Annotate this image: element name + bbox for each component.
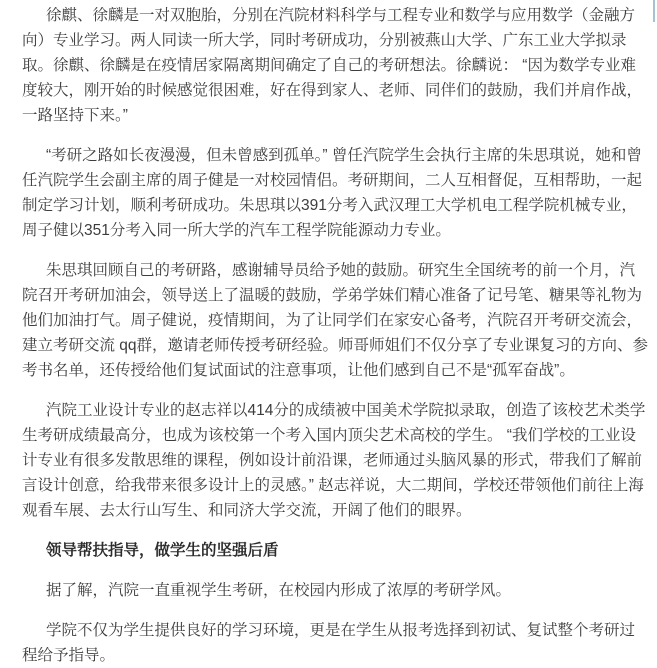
- paragraph-zhaozhixiang-art-school: 汽院工业设计专业的赵志祥以414分的成绩被中国美术学院拟录取，创造了该校艺术类学生考研成绩最高分，也成为该校第一个考入国内顶尖艺术高校的学生。 “我们学校的工业设计专业有很多发散思维的课程，例如设计前沿课，老师通过头脑风暴的形式，带我们了解前言设计创意，给我带来很多设计上的灵感。” 赵志祥说，大二期间，学校还带领他们前往上海观看车展、去太行山写生、和同济大学交流，开阔了他们的眼界。: [22, 402, 646, 519]
- paragraph-whole-process-guidance: 学院不仅为学生提供良好的学习环境，更是在学生从报考选择到初试、复试整个考研过程给予指导。: [22, 622, 636, 664]
- paragraph-twins-xuqi-xulin: 徐麒、徐麟是一对双胞胎，分别在汽院材料科学与工程专业和数学与应用数学（金融方向）专业学习。两人同读一所大学，同时考研成功，分别被燕山大学、广东工业大学拟录取。徐麒、徐麟是在疫情居家隔离期间确定了自己的考研想法。徐麟说： “因为数学专业难度较大，刚开始的时候感觉很困难，好在得到家人、老师、同伴们的鼓励，我们并肩作战，一路坚持下来。”: [22, 7, 643, 124]
- scrollbar-thumb-fragment[interactable]: [653, 0, 655, 22]
- section-heading-leadership-support: 领导帮扶指导，做学生的坚强后盾: [46, 542, 279, 559]
- paragraph-school-kaoyan-culture: 据了解，汽院一直重视学生考研，在校园内形成了浓厚的考研学风。: [46, 582, 512, 599]
- paragraph-kaoyan-support-events: 朱思琪回顾自己的考研路，感谢辅导员给予她的鼓励。研究生全国统考的前一个月，汽院召开考研加油会，领导送上了温暖的鼓励，学弟学妹们精心准备了记号笔、糖果等礼物为他们加油打气。周子健说，疫情期间，为了让同学们在家安心备考，汽院召开考研交流会，建立考研交流 qq群，邀请老师传授考研经验。师哥师姐们不仅分享了专业课复习的方向、参考书名单，还传授给他们复试面试的注意事项，让他们感到自己不是“孤军奋战”。: [22, 262, 649, 379]
- paragraph-campus-couple: “考研之路如长夜漫漫，但未曾感到孤单。” 曾任汽院学生会执行主席的朱思琪说，她和曾任汽院学生会副主席的周子健是一对校园情侣。考研期间，二人互相督促，互相帮助，一起制定学习计划，顺利考研成功。朱思琪以391分考入武汉理工大学机电工程学院机械专业，周子健以351分考入同一所大学的汽车工程学院能源动力专业。: [22, 147, 643, 239]
